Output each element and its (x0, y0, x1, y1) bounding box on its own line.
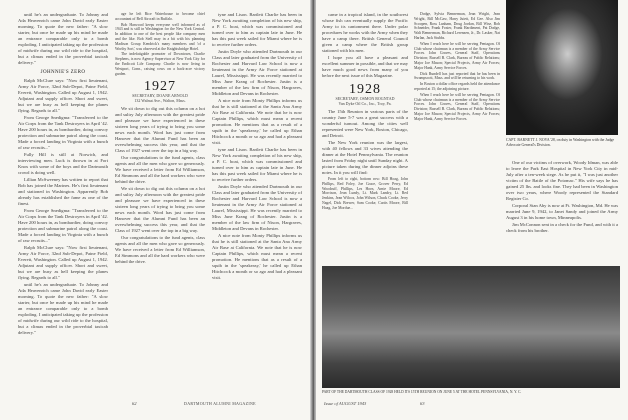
secretary-name: SECRETARY, OSMON ROGNTAD (335, 96, 395, 101)
paragraph: From left to right, bottom row: Bill Hoag, John Phillips, Red Foley, Joe Grace, Grover Perry, Ed Woodruff, Phillips, Les Horn, Arnie Moore, Ed Morrison, Jean Lundy, Lt. Mark Landry, Lt. Red Jenkins, Jean Wilcox, John Wilson, Chuck Cooke, Jerry Nagel, Dick Brewer, Sam Cooke, Curtis Moore, Bill Hoag, Joe Mordue... (322, 177, 408, 210)
paragraph: Our congratulations to the fund agents, class agents and all the men who gave so generously. We have received a letter from Ed Williamson, Ed Simmons and all the hard workers who were behind the drive. (115, 235, 205, 265)
paragraph: until he's an undergraduate. To Johnny and Ada Heavenrich came John David early Easter morning. To quote the new father: "A slow starter, but once he made up his mind he made an entrance comparable only to a bomb exploding. I anticipated taking up the profession of midwife during our wild ride to the hospital, but a climax ended in the proverbial taxicab delivery." (18, 12, 108, 65)
paragraph: Lillian McSweeney has written to report that Bob has joined the Marines. He's first lieutenant and stationed in Washington. Apparently Bob already has established the fame as one of the finest. (18, 177, 108, 206)
right-page (316, 0, 628, 420)
right-column-2 (414, 12, 500, 262)
paragraph: When I reach here he will be serving Pentagon. Of Club whose chairman is a member of the Army Service Forces. John Graves, General Staff, Operations Division; Russell B. Clark, Bureau of Public Relations; Major Joe Mason; Special Projects, Army Air Forces; Major Hank, Army Service Forces. (414, 41, 500, 70)
paragraph: Ralph McClure says: "Now first lieutenant, Army Air Force, 32nd Sub-Depot, Paine Field, Everett, Washington. Called up August 1, 1942. Adjutant and supply officer. Short and sweet, but we are busy as hell keeping the planes flying. Regards to all." (18, 245, 108, 280)
page-number: 62 (132, 401, 137, 406)
paragraph: The 15th Reunion in various parts of the country June 5-7 was a great success with a wonderful turnout. Among the cities well represented were New York, Boston, Chicago, and Detroit. (322, 109, 408, 138)
paragraph: The New York reunion was the largest, with 40 fellows and 33 wives attending the dinner at the Hotel Pennsylvania. The reunion lasted from Friday night until Sunday night. A picture taken during the dinner adjoins these notes. In it you will find: (322, 140, 408, 175)
right-column-3 (506, 160, 618, 260)
paragraph: until he's an undergraduate. To Johnny and Ada Heavenrich came John David early Easter morning. To quote the new father: "A slow starter, but once he made up his mind he made an entrance comparable only to a bomb exploding. I anticipated taking up the profession of midwife during our wild ride to the hospital, but a climax ended in the proverbial taxicab delivery." (18, 282, 108, 335)
paragraph: Dick Rundell has just reported that he has been in Swampscott, Mass. and will be returning to his work. (414, 71, 500, 81)
secretary-address: 132 Walnut Ave., Walton, Mass. (134, 98, 186, 104)
paragraph: The indefatigable promoter of Downtown, Charlie Stephens, is now Agency Supervisor at New York City for the Endicott Life Company. Charlie is now living in Westport, Conn., raising cows on a back-acre victory garden. (115, 52, 205, 76)
paragraph: Jim McConnon sent in a check for the Fund, and with it a check from his brother. (506, 222, 618, 233)
secretary-name: SECRETARY, DOANE ARNOLD (132, 93, 188, 99)
paragraph: Fully Hill is still at Norwich, and interviewing men. Luck is thrown in at Fort Knox with some of the boys and the Dartmouth crowd is doing well. (18, 152, 108, 175)
paragraph: From George Snedigma: "Transferred to the Air Corps from the Tank Destroyers in April '42. Have 200 hours in, as bombardier, doing convoy protection and submarine patrol along the coast. Made a forced landing in Virginia with a bunch of raw recruits..." (18, 208, 108, 243)
section-heading: JOHNNIE'S ZERO (40, 70, 86, 75)
paragraph: A nice note from Monty Phillips informs us that he is still stationed at the Santa Ana Army Air Base at California. We note that he is now Captain Phillips, which must mean a recent promotion. He mentions that as a result of a squib in the 'speakeasy,' he called up Ethan Hitchcock a month or so ago and had a pleasant visit. (212, 98, 302, 145)
paragraph: We sit down to dig out this column on a hot and sultry July afternoon with the greatest pride and pleasure we have experienced in these sixteen long years of trying to bring you some news each month. Word has just come from Hanover that the Alumni Fund has been an overwhelming success this year, and that the Class of 1927 went over the top in a big way. (115, 186, 205, 234)
group-reunion-photo (322, 266, 620, 388)
paragraph: When I reach here he will be serving Pentagon. Of Club whose chairman is a member of the Army Service Forces. John Graves, General Staff, Operations Division; Russell B. Clark, Bureau of Public Relations; Major Joe Mason; Special Projects, Army Air Forces; Major Hank, Army Service Forces. (414, 92, 500, 121)
group-photo-caption: PART OF THE DARTMOUTH CLASS OF 1928 HELD ITS 15TH REUNION ON JUNE 5 AT THE HOTEL PENNSYLVANIA, N. Y. C. (322, 390, 522, 394)
paragraph: tyne and Lison. Bartlett Charlie has been in New York awaiting completion of his new ship, a P. C. boat, which was commissioned and turned over to him as captain late in June. He has this past week sailed for Miami where he is to receive further orders. (212, 12, 302, 47)
paragraph: We sit down to dig out this column on a hot and sultry July afternoon with the greatest pride and pleasure we have experienced in these sixteen long years of trying to bring you some news each month. Word has just come from Hanover that the Alumni Fund has been an overwhelming success this year, and that the Class of 1927 went over the top in a big way. (115, 106, 205, 154)
secretary-address: Van Dyke Oil Co., Inc., Troy, Pa. (338, 101, 392, 106)
left-page (0, 0, 312, 420)
issue-date: Issue of AUGUST 1943 (324, 401, 367, 406)
left-column-2 (115, 12, 205, 396)
page-number: 63 (420, 401, 425, 406)
left-column-3 (212, 12, 302, 396)
paragraph: came in a tropical island, in the southwest whose fish can eventually supply the Pacific Army to its cantonment there. Under polar procedures he works with the Army when they have a camp there. British General Council given a camp where the British group stationed with his men. (322, 12, 408, 53)
class-year-heading: 1928 (349, 82, 381, 97)
paragraph: Justin Doyle who attended Dartmouth in our Class and later graduated from the University of Rochester and Harvard Law School is now a lieutenant in the Army Air Force stationed at Laurel, Mississippi. He was recently married to Miss June Krang of Rochester. Justin is a member of the law firm of Nixon, Hargraves, Middleton and Devans in Rochester. (212, 184, 302, 231)
class-year-heading: 1927 (144, 79, 176, 95)
right-column-1 (322, 12, 408, 262)
paragraph: Dodge, Sylvia Bennerman, Jean Wright, Jean Wright, Bill McCaw, Harry Juiett, Ed Gee. Also Jim Scoopen, Ross Lanham, Doug Jordan, Bill Wise, Bob Schneider, Frank Foster, Frank Hardiment, Pat Dodge, Walt Bennerman, Richard Lerenzen, Jr., Dr. Lasker, Nat Harlan, Jack Stubbs. (414, 12, 500, 40)
paragraph: In Boston a dollar office regards held the attendance reported at 15; the adjoining picture. (414, 82, 500, 91)
paragraph: Bob Harwood keeps everyone well informed as of 1943 and is still in Washington for the New York Central. In addition to one of the best people like company men and the like. Bob Stell may in a bit with his planning Madison Group Kendrick's many members and 'of a Worthy Sort,' was observed at the Knightsbridge Hotel. (115, 22, 205, 51)
portrait-photo (506, 0, 618, 135)
paragraph: From George Snedigma: "Transferred to the Air Corps from the Tank Destroyers in April '42. Have 200 hours in, as bombardier, doing convoy protection and submarine patrol along the coast. Made a forced landing in Virginia with a bunch of raw recruits..." (18, 115, 108, 150)
paragraph: One of our victims of overwork, Woody Idman, was able to leave the Park East Hospital in New York City in mid-July after a ten-week siege. As he put it, "I was just another victim of the Battle of the Potomac." His wife says he has gained 25 lbs. and looks fine. They had been in Washington over two years, where Woody represented the Standard Register Co. (506, 160, 618, 201)
paragraph: Our congratulations to the fund agents, class agents and all the men who gave so generously. We have received a letter from Ed Williamson, Ed Simmons and all the hard workers who were behind the drive. (115, 155, 205, 185)
paragraph: Justin Doyle who attended Dartmouth in our Class and later graduated from the University of Rochester and Harvard Law School is now a lieutenant in the Army Air Force stationed at Laurel, Mississippi. He was recently married to Miss June Krang of Rochester. Justin is a member of the law firm of Nixon, Hargraves, Middleton and Devans in Rochester. (212, 49, 302, 96)
magazine-title: DARTMOUTH ALUMNI MAGAZINE (184, 401, 256, 406)
paragraph: tyne and Lison. Bartlett Charlie has been in New York awaiting completion of his new ship, a P. C. boat, which was commissioned and turned over to him as captain late in June. He has this past week sailed for Miami where he is to receive further orders. (212, 147, 302, 182)
paragraph: Ralph McClure says: "Now first lieutenant, Army Air Force, 32nd Sub-Depot, Paine Field, Everett, Washington. Called up August 1, 1942. Adjutant and supply officer. Short and sweet, but we are busy as hell keeping the planes flying. Regards to all." (18, 78, 108, 113)
paragraph: age he left Rice Waterhouse to become chief accountant of Bell Aircraft in Buffalo. (115, 12, 205, 21)
paragraph: I hope you all have a pleasant and excellent summer in possible, and that we may have much good news from many of you before the next issue of this Magazine. (322, 55, 408, 78)
paragraph: A nice note from Monty Phillips informs us that he is still stationed at the Santa Ana Army Air Base at California. We note that he is now Captain Phillips, which must mean a recent promotion. He mentions that as a result of a squib in the 'speakeasy,' he called up Ethan Hitchcock a month or so ago and had a pleasant visit. (212, 233, 302, 280)
paragraph: Corporal Stan Aby is now at Ft. Washington, Md. He was married June 9, 1942, to Janet Sandy and joined the Army August 3 in his home town, Minneapolis. (506, 203, 618, 220)
portrait-caption: CAPT. BARNETT J. NOVA '28, on duty in Washington with the Judge Advocate General's Division. (506, 138, 615, 147)
left-column-1 (18, 12, 108, 396)
